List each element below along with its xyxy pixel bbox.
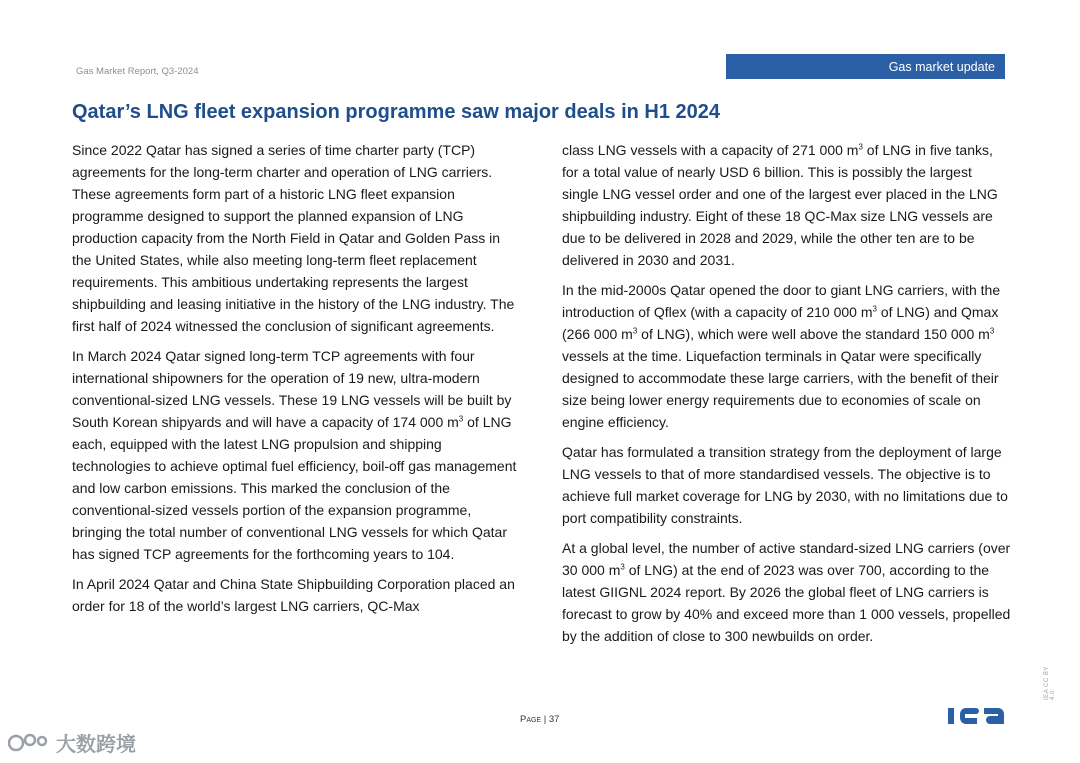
watermark-logo-icon	[8, 731, 50, 755]
page-number	[520, 714, 559, 725]
paragraph-text: vessels at the time. Liquefaction terminals in Qatar were specifically designed to accommodate these large carriers, with the benefit of their size being lower energy requirements due to economies of scale on engine efficiency.	[562, 348, 999, 430]
superscript: 3	[632, 326, 638, 336]
logo-letter-a	[984, 708, 1004, 724]
page-number-value: 37	[548, 714, 560, 725]
superscript: 3	[458, 414, 464, 424]
paragraph-text: of LNG in five tanks, for a total value of nearly USD 6 billion. This is possibly the largest single LNG vessel order and one of the largest ever placed in the LNG shipbuilding industry. Eight of these 18 QC-Max size LNG vessels are due to be delivered in 2028 and 2029, while the other ten are to be delivered in 2030 and 2031.	[562, 142, 998, 268]
paragraph-text: In the mid-2000s Qatar opened the door to giant LNG carriers, with the introduction of Qflex (with a capacity of 210 000 m	[562, 282, 1001, 320]
paragraph-text: class LNG vessels with a capacity of 271 000 m	[562, 142, 859, 158]
logo-letter-e	[960, 708, 979, 724]
superscript: 3	[620, 562, 625, 572]
vertical-license-code: IEA CC BY 4.0	[1044, 666, 1056, 700]
report-label: Gas Market Report, Q3-2024	[76, 66, 199, 77]
paragraph-april-2024: In April 2024 Qatar and China State Shipbuilding Corporation placed an order for 18 of the world’s largest LNG carriers, QC-Max	[72, 576, 515, 614]
superscript: 3	[858, 142, 863, 152]
left-column	[72, 139, 522, 625]
superscript: 3	[989, 326, 995, 336]
paragraph-text: of LNG) at the end of 2023 was over 700, according to the latest GIIGNL 2024 report. By 2026 the global fleet of LNG carriers is forecast to grow by 40% and exceed more than 1 000 vessels, propelled by the addition of close to 300 newbuilds on order.	[562, 562, 1011, 644]
iea-logo	[946, 698, 1008, 734]
right-column	[562, 139, 1012, 655]
page-separator: |	[541, 714, 549, 725]
section-tab-label: Gas market update	[888, 59, 995, 74]
paragraph-qc-max	[562, 139, 1012, 271]
paragraph-text: of LNG), which were well above the standard 150 000 m	[637, 326, 990, 342]
paragraph-text: of LNG) and Qmax (266 000 m	[562, 304, 999, 342]
page-word: Page	[520, 714, 542, 725]
page-title: Qatar’s LNG fleet expansion programme saw major deals in H1 2024	[72, 101, 721, 123]
logo-letter-i	[948, 708, 954, 724]
paragraph-transition-strategy: Qatar has formulated a transition strategy from the deployment of large LNG vessels to that of more standardised vessels. The objective is to achieve full market coverage for LNG by 2030, with no limitations due to port compatibility constraints.	[562, 444, 1008, 526]
watermark	[8, 728, 136, 757]
paragraph-text: At a global level, the number of active standard-sized LNG carriers (over 30 000 m	[562, 540, 1011, 578]
superscript: 3	[872, 304, 877, 314]
paragraph-text: of LNG each, equipped with the latest LNG propulsion and shipping technologies to achieve optimal fuel efficiency, boil-off gas management and low carbon emissions. This marked the conclusion of the conventional-sized vessels portion of the expansion programme, bringing the total number of conventional LNG vessels for which Qatar has signed TCP agreements for the forthcoming years to 104.	[72, 414, 517, 562]
paragraph-qflex-qmax	[562, 279, 1012, 433]
paragraph-global-fleet	[562, 537, 1012, 647]
paragraph-march-2024	[72, 345, 522, 565]
paragraph-text: In March 2024 Qatar signed long-term TCP agreements with four international shipowners for the operation of 19 new, ultra-modern conventional-sized LNG vessels. These 19 LNG vessels will be built by South Korean shipyards and will have a capacity of 174 000 m	[72, 348, 512, 430]
paragraph-intro: Since 2022 Qatar has signed a series of time charter party (TCP) agreements for the long-term charter and operation of LNG carriers. These agreements form part of a historic LNG fleet expansion programme designed to support the planned expansion of LNG production capacity from the North Field in Qatar and Golden Pass in the United States, while also meeting long-term fleet replacement requirements. This ambitious undertaking represents the largest shipbuilding and leasing initiative in the history of the LNG industry. The first half of 2024 witnessed the conclusion of significant agreements.	[72, 142, 515, 334]
section-tab	[726, 54, 1005, 79]
watermark-text: 大数跨境	[56, 734, 136, 756]
